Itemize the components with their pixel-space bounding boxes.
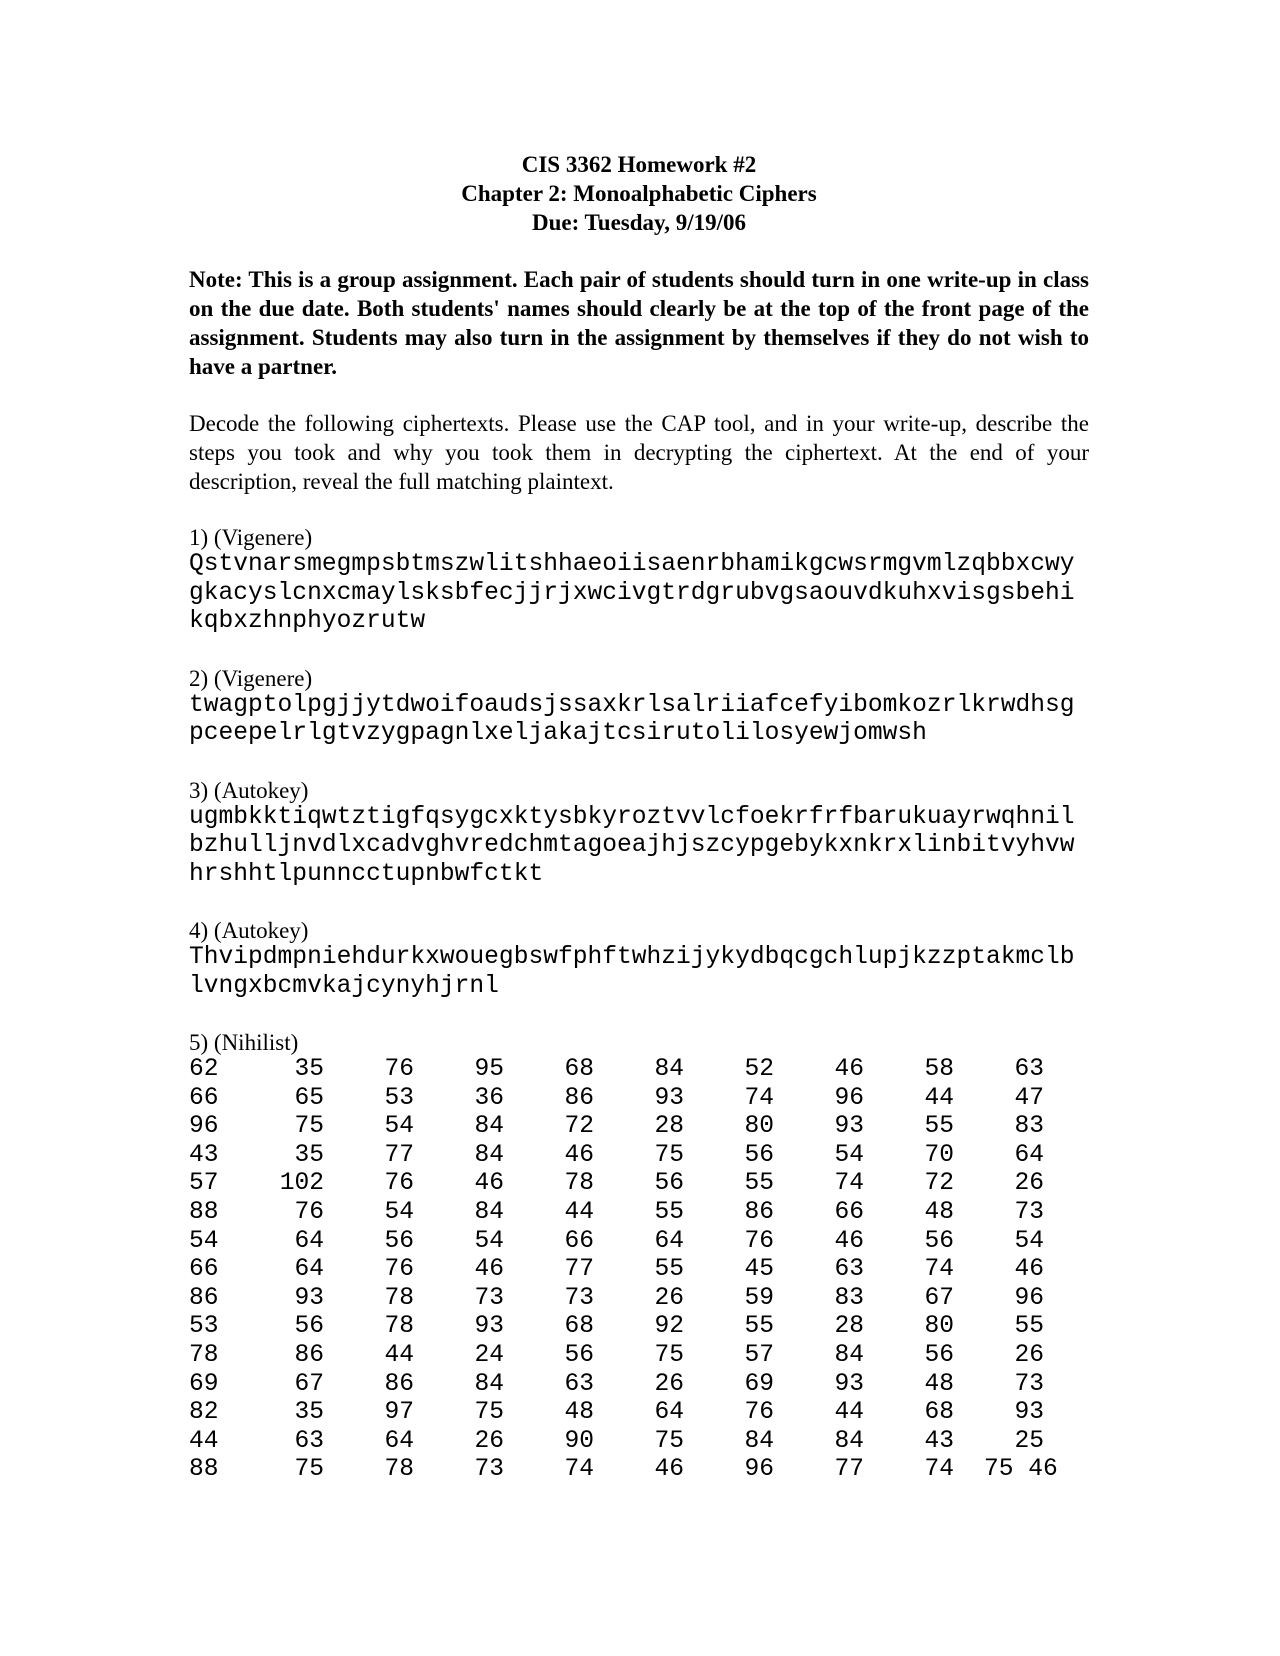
- grid-cell: 65: [294, 1084, 324, 1112]
- grid-cell: 66: [564, 1227, 594, 1255]
- grid-cell: 84: [474, 1198, 504, 1226]
- grid-row: [189, 1199, 1089, 1228]
- problem-label: 4) (Autokey): [189, 918, 309, 943]
- grid-cell: 43: [924, 1427, 954, 1455]
- problem-2: [189, 665, 1089, 749]
- grid-cell: 75: [654, 1427, 684, 1455]
- grid-row: [189, 1371, 1089, 1400]
- grid-cell: 95: [474, 1056, 504, 1083]
- problem-5: [189, 1029, 1089, 1485]
- grid-cell: 26: [1014, 1170, 1044, 1198]
- grid-cell: 55: [654, 1256, 684, 1284]
- grid-cell: 53: [384, 1084, 414, 1112]
- grid-cell: 56: [384, 1227, 414, 1255]
- grid-cell: 57: [744, 1341, 774, 1369]
- grid-cell: 86: [564, 1084, 594, 1112]
- grid-cell: 76: [744, 1227, 774, 1255]
- grid-cell: 77: [384, 1141, 414, 1169]
- grid-cell: 74: [834, 1170, 864, 1198]
- grid-cell: 44: [834, 1399, 864, 1427]
- grid-cell: 62: [189, 1056, 219, 1083]
- grid-cell: 46: [474, 1256, 504, 1284]
- grid-cell: 76: [384, 1256, 414, 1284]
- grid-cell: 56: [744, 1141, 774, 1169]
- grid-cell: 35: [294, 1141, 324, 1169]
- grid-cell: 64: [654, 1227, 684, 1255]
- grid-cell: 64: [384, 1427, 414, 1455]
- grid-cell: 44: [189, 1427, 219, 1455]
- grid-cell: 78: [384, 1313, 414, 1341]
- grid-cell: 56: [294, 1313, 324, 1341]
- grid-cell: 93: [294, 1284, 324, 1312]
- grid-cell: 48: [924, 1370, 954, 1398]
- grid-row: [189, 1456, 1089, 1485]
- document-header: [189, 150, 1089, 237]
- ciphertext: twagptolpgjjytdwoifoaudsjssaxkrlsalriiafcefyibomkozrlkrwdhsgpceepelrlgtvzygpagnlxeljakajtcsirutolilosyewjomwsh: [189, 691, 1075, 747]
- grid-cell: 97: [384, 1399, 414, 1427]
- grid-cell: 54: [834, 1141, 864, 1169]
- grid-cell: 73: [1014, 1198, 1044, 1226]
- grid-cell: 56: [564, 1341, 594, 1369]
- grid-cell: 82: [189, 1399, 219, 1427]
- grid-cell: 57: [189, 1170, 219, 1198]
- grid-cell: 84: [474, 1113, 504, 1141]
- grid-cell: 76: [294, 1198, 324, 1226]
- grid-cell: 96: [834, 1084, 864, 1112]
- grid-row: [189, 1342, 1089, 1371]
- nihilist-number-grid: [189, 1056, 1089, 1485]
- grid-cell: 93: [654, 1084, 684, 1112]
- grid-cell: 74: [744, 1084, 774, 1112]
- grid-cell: 77: [834, 1456, 864, 1484]
- grid-cell: 55: [1014, 1313, 1044, 1341]
- grid-cell: 86: [744, 1198, 774, 1226]
- grid-cell: 63: [294, 1427, 324, 1455]
- grid-cell: 92: [654, 1313, 684, 1341]
- grid-cell: 72: [564, 1113, 594, 1141]
- grid-cell: 74: [564, 1456, 594, 1484]
- grid-cell: 69: [744, 1370, 774, 1398]
- ciphertext: ugmbkktiqwtztigfqsygcxktysbkyroztvvlcfoekrfrfbarukuayrwqhnilbzhulljnvdlxcadvghvredchmtagoeajhjszcypgebykxnkrxlinbitvyhvwhrshhtlpunncctupnbwfctkt: [189, 803, 1075, 888]
- grid-cell: 73: [564, 1284, 594, 1312]
- grid-cell: 46: [654, 1456, 684, 1484]
- grid-cell: 44: [564, 1198, 594, 1226]
- grid-cell: 86: [294, 1341, 324, 1369]
- grid-cell: 36: [474, 1084, 504, 1112]
- grid-cell: 76: [384, 1170, 414, 1198]
- grid-cell: 72: [924, 1170, 954, 1198]
- grid-cell: 75: [294, 1113, 324, 1141]
- due-date: Due: Tuesday, 9/19/06: [531, 210, 747, 235]
- grid-cell: 75: [474, 1399, 504, 1427]
- grid-cell: 83: [834, 1284, 864, 1312]
- grid-cell: 26: [474, 1427, 504, 1455]
- grid-cell: 28: [834, 1313, 864, 1341]
- grid-cell: 90: [564, 1427, 594, 1455]
- instructions-paragraph: Decode the following ciphertexts. Please use the CAP tool, and in your write-up, describe the steps you took and why you took them in decrypting the ciphertext. At the end of your description, reveal the full matching plaintext.: [189, 411, 1089, 494]
- grid-row: [189, 1428, 1089, 1457]
- grid-cell: 84: [834, 1427, 864, 1455]
- grid-cell: 78: [384, 1456, 414, 1484]
- grid-cell: 66: [189, 1084, 219, 1112]
- grid-cell: 86: [189, 1284, 219, 1312]
- grid-cell: 68: [564, 1313, 594, 1341]
- grid-row: [189, 1256, 1089, 1285]
- grid-row: [189, 1228, 1089, 1257]
- problem-label: 2) (Vigenere): [189, 665, 313, 691]
- grid-cell: 46: [564, 1141, 594, 1169]
- grid-cell: 26: [654, 1284, 684, 1312]
- grid-cell: 93: [834, 1113, 864, 1141]
- grid-cell: 66: [834, 1198, 864, 1226]
- grid-cell: 96: [189, 1113, 219, 1141]
- grid-cell: 78: [384, 1284, 414, 1312]
- grid-cell: 84: [654, 1056, 684, 1083]
- grid-cell: 77: [564, 1256, 594, 1284]
- grid-cell: 35: [294, 1399, 324, 1427]
- grid-cell: 88: [189, 1456, 219, 1484]
- problem-label: 1) (Vigenere): [189, 525, 313, 550]
- grid-row: [189, 1285, 1089, 1314]
- ciphertext: Qstvnarsmegmpsbtmszwlitshhaeoiisaenrbhamikgcwsrmgvmlzqbbxcwygkacyslcnxcmaylsksbfecjjrjxwcivgtrdgrubvgsaouvdkuhxvisgsbehikqbxzhnphyozrutw: [189, 551, 1075, 635]
- grid-cell: 73: [1014, 1370, 1044, 1398]
- grid-cell: 93: [834, 1370, 864, 1398]
- grid-row: [189, 1085, 1089, 1114]
- problem-3: [189, 777, 1089, 890]
- grid-cell: 26: [654, 1370, 684, 1398]
- grid-cell: 96: [1014, 1284, 1044, 1312]
- grid-cell: 56: [924, 1341, 954, 1369]
- grid-cell: 73: [474, 1284, 504, 1312]
- grid-cell: 83: [1014, 1113, 1044, 1141]
- grid-cell: 58: [924, 1056, 954, 1083]
- grid-cell: 54: [1014, 1227, 1044, 1255]
- grid-cell: 43: [189, 1141, 219, 1169]
- grid-cell: 88: [189, 1198, 219, 1226]
- grid-row: [189, 1056, 1089, 1085]
- grid-cell: 25: [1014, 1427, 1044, 1455]
- grid-cell: 55: [924, 1113, 954, 1141]
- grid-cell: 47: [1014, 1084, 1044, 1112]
- grid-cell: 93: [1014, 1399, 1044, 1427]
- grid-cell: 102: [279, 1170, 324, 1198]
- grid-cell: 80: [924, 1313, 954, 1341]
- grid-cell: 55: [744, 1313, 774, 1341]
- grid-row: [189, 1399, 1089, 1428]
- grid-cell: 64: [294, 1256, 324, 1284]
- grid-cell: 46: [474, 1170, 504, 1198]
- grid-row: [189, 1313, 1089, 1342]
- grid-cell: 86: [384, 1370, 414, 1398]
- grid-cell: 75: [654, 1341, 684, 1369]
- group-assignment-note: Note: This is a group assignment. Each pair of students should turn in one write-up in class on the due date. Both students' names should clearly be at the top of the front page of the assignment. Students may also turn in the assignment by themselves if they do not wish to have a partner.: [189, 267, 1089, 379]
- grid-cell: 55: [654, 1198, 684, 1226]
- grid-cell: 59: [744, 1284, 774, 1312]
- grid-cell: 68: [924, 1399, 954, 1427]
- grid-cell: 80: [744, 1113, 774, 1141]
- grid-cell: 63: [564, 1370, 594, 1398]
- grid-cell: 76: [744, 1399, 774, 1427]
- grid-cell: 35: [294, 1056, 324, 1083]
- grid-cell: 28: [654, 1113, 684, 1141]
- problem-4: [189, 917, 1089, 1001]
- grid-cell: 64: [1014, 1141, 1044, 1169]
- grid-cell: 55: [744, 1170, 774, 1198]
- course-title: CIS 3362 Homework #2: [521, 152, 757, 177]
- grid-cell: 76: [384, 1056, 414, 1083]
- grid-cell: 48: [564, 1399, 594, 1427]
- grid-cell: 84: [744, 1427, 774, 1455]
- grid-cell: 44: [924, 1084, 954, 1112]
- grid-cell: 46: [834, 1227, 864, 1255]
- grid-cell: 44: [384, 1341, 414, 1369]
- problem-label: 5) (Nihilist): [189, 1030, 299, 1055]
- grid-cell: 75: [294, 1456, 324, 1484]
- grid-cell: 93: [474, 1313, 504, 1341]
- grid-cell: 63: [834, 1256, 864, 1284]
- grid-cell: 74: [924, 1256, 954, 1284]
- grid-cell: 68: [564, 1056, 594, 1083]
- grid-cell: 66: [189, 1256, 219, 1284]
- grid-cell: 46: [834, 1056, 864, 1083]
- ciphertext: Thvipdmpniehdurkxwouegbswfphftwhzijykydbqcgchlupjkzzptakmclblvngxbcmvkajcynyhjrnl: [189, 944, 1075, 1000]
- grid-cell: 45: [744, 1256, 774, 1284]
- grid-cell: 64: [294, 1227, 324, 1255]
- grid-row: [189, 1113, 1089, 1142]
- grid-cell: 54: [384, 1113, 414, 1141]
- grid-cell: 78: [564, 1170, 594, 1198]
- grid-cell: 67: [924, 1284, 954, 1312]
- grid-cell: 24: [474, 1341, 504, 1369]
- grid-cell: 53: [189, 1313, 219, 1341]
- grid-cell: 52: [744, 1056, 774, 1083]
- grid-cell: 46: [1014, 1256, 1044, 1284]
- grid-cell: 63: [1014, 1056, 1044, 1083]
- grid-cell: 96: [744, 1456, 774, 1484]
- grid-cell: 69: [189, 1370, 219, 1398]
- grid-cell: 48: [924, 1198, 954, 1226]
- grid-cell: 84: [834, 1341, 864, 1369]
- grid-cell: 64: [654, 1399, 684, 1427]
- grid-cell: 56: [654, 1170, 684, 1198]
- grid-cell: 56: [924, 1227, 954, 1255]
- document-page: [189, 150, 1089, 1485]
- grid-cell: 75: [654, 1141, 684, 1169]
- grid-cell: 74: [924, 1456, 954, 1484]
- grid-cell: 84: [474, 1370, 504, 1398]
- problem-1: [189, 524, 1089, 637]
- grid-cell: 73: [474, 1456, 504, 1484]
- grid-cell: 75 46: [984, 1456, 1058, 1484]
- grid-cell: 84: [474, 1141, 504, 1169]
- grid-cell: 70: [924, 1141, 954, 1169]
- grid-cell: 54: [474, 1227, 504, 1255]
- grid-cell: 54: [384, 1198, 414, 1226]
- grid-cell: 26: [1014, 1341, 1044, 1369]
- chapter-title: Chapter 2: Monoalphabetic Ciphers: [461, 181, 817, 206]
- problem-label: 3) (Autokey): [189, 777, 309, 803]
- grid-cell: 54: [189, 1227, 219, 1255]
- grid-row: [189, 1170, 1089, 1199]
- grid-cell: 67: [294, 1370, 324, 1398]
- grid-cell: 78: [189, 1341, 219, 1369]
- grid-row: [189, 1142, 1089, 1171]
